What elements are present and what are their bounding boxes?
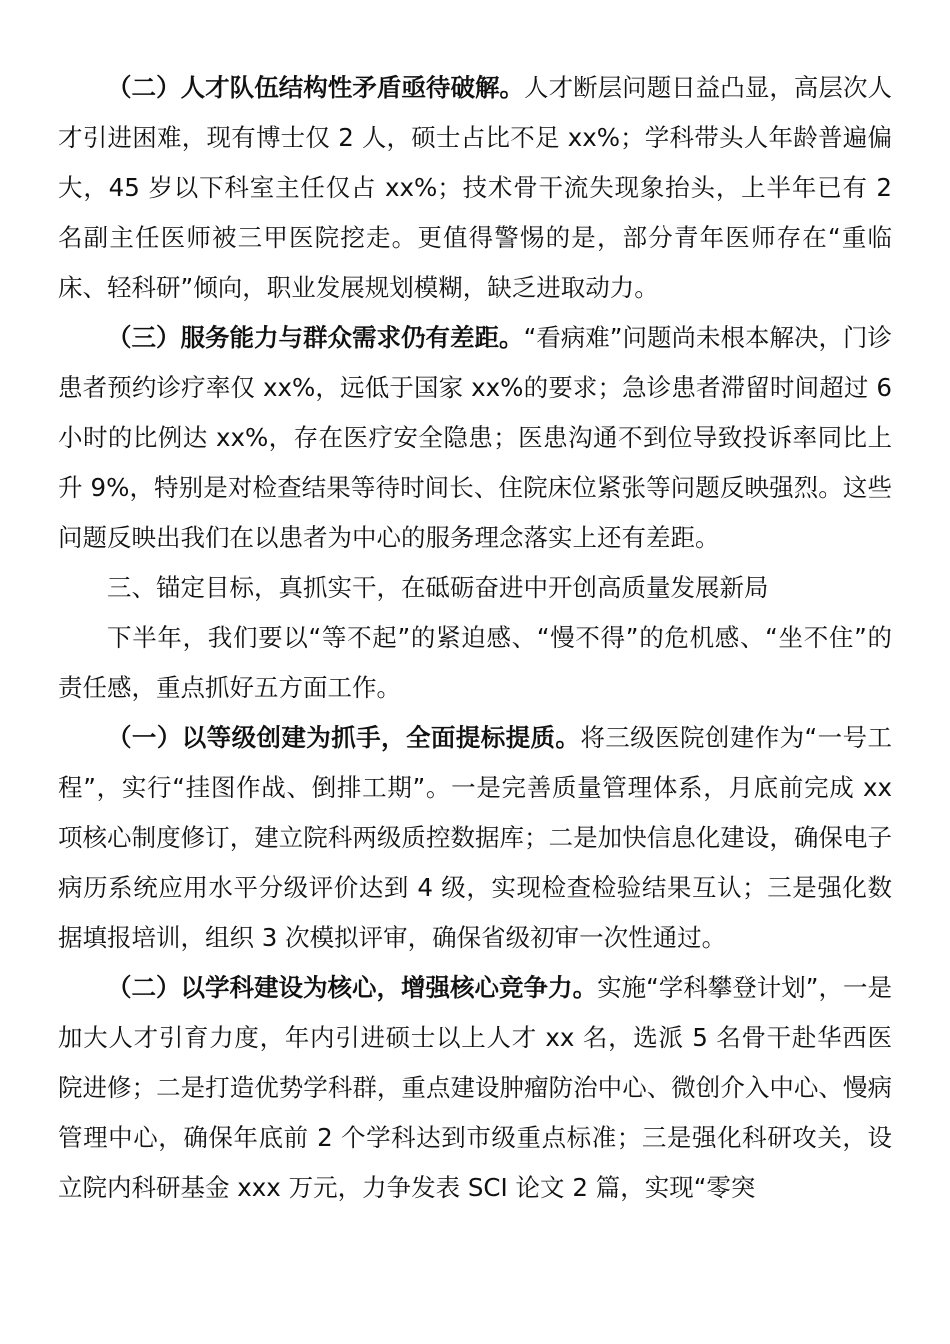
- paragraph-heading: （二）人才队伍结构性矛盾亟待破解。: [107, 73, 525, 102]
- paragraph-body: 将三级医院创建作为“一号工程”，实行“挂图作战、倒排工期”。一是完善质量管理体系，月底前完成 xx 项核心制度修订，建立院科两级质控数据库；二是加快信息化建设，确保电子病历系统应用水平分级评价达到 4 级，实现检查检验结果互认；三是强化数据填报培训，组织 3 次模拟评审，确保省级初审一次性通过。: [58, 723, 892, 952]
- paragraph-body: 人才断层问题日益凸显，高层次人才引进困难，现有博士仅 2 人，硕士占比不足 xx%；学科带头人年龄普遍偏大，45 岁以下科室主任仅占 xx%；技术骨干流失现象抬头，上半年已有 2 名副主任医师被三甲医院挖走。更值得警惕的是，部分青年医师存在“重临床、轻科研”倾向，职业发展规划模糊，缺乏进取动力。: [58, 73, 892, 302]
- document-page: [58, 63, 892, 1213]
- paragraph-talent-structure: [58, 63, 892, 313]
- paragraph-body: 实施“学科攀登计划”，一是加大人才引育力度，年内引进硕士以上人才 xx 名，选派 5 名骨干赴华西医院进修；二是打造优势学科群，重点建设肿瘤防治中心、微创介入中心、慢病管理中心，确保年底前 2 个学科达到市级重点标准；三是强化科研攻关，设立院内科研基金 xxx 万元，力争发表 SCI 论文 2 篇，实现“零突: [58, 973, 893, 1202]
- section-heading-text: 三、锚定目标，真抓实干，在砥砺奋进中开创高质量发展新局: [107, 573, 769, 602]
- paragraph-heading: （二）以学科建设为核心，增强核心竞争力。: [107, 973, 598, 1002]
- paragraph-heading: （一）以等级创建为抓手，全面提标提质。: [107, 723, 581, 752]
- paragraph-body: 下半年，我们要以“等不起”的紧迫感、“慢不得”的危机感、“坐不住”的责任感，重点抓好五方面工作。: [58, 623, 892, 702]
- section-heading-three: [58, 563, 892, 613]
- paragraph-body: “看病难”问题尚未根本解决，门诊患者预约诊疗率仅 xx%，远低于国家 xx%的要求；急诊患者滞留时间超过 6 小时的比例达 xx%，存在医疗安全隐患；医患沟通不到位导致投诉率同比上升 9%，特别是对检查结果等待时间长、住院床位紧张等问题反映强烈。这些问题反映出我们在以患者为中心的服务理念落实上还有差距。: [58, 323, 892, 552]
- paragraph-discipline-building: [58, 963, 892, 1213]
- paragraph-hospital-grading: [58, 713, 892, 963]
- paragraph-heading: （三）服务能力与群众需求仍有差距。: [107, 323, 524, 352]
- paragraph-service-gap: [58, 313, 892, 563]
- paragraph-second-half-intro: [58, 613, 892, 713]
